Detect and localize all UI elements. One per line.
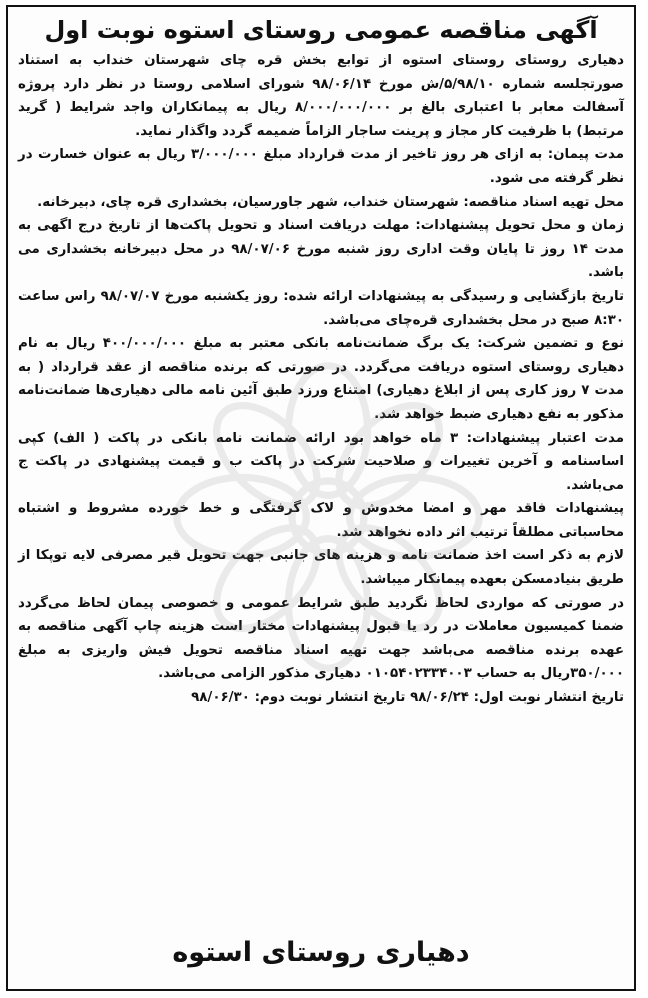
paragraph-text: لازم به ذکر است اخذ ضمانت نامه و هزینه های جانبی جهت تحویل قیر مصرفی لایه توپکا از طریق بنیادمسکن بعهده پیمانکار میباشد. xyxy=(18,548,624,588)
notice-paragraph xyxy=(18,544,624,591)
paragraph-text: ۳ ماه خواهد بود ارائه ضمانت نامه بانکی در پاکت ( الف) کپی اساسنامه و آخرین تغییرات و صلاحیت شرکت در پاکت ب و قیمت پیشنهادی در پاکت ج می‌باشد. xyxy=(18,430,624,493)
notice-paragraph xyxy=(18,191,624,215)
paragraph-text: شهرستان خنداب، شهر جاورسیان، بخشداری قره چای، دبیرخانه. xyxy=(37,194,464,210)
notice-body xyxy=(8,49,634,686)
issuer-signature: دهیاری روستای استوه xyxy=(172,937,470,968)
notice-paragraph xyxy=(18,332,624,426)
paragraph-text: روز یکشنبه مورخ ۹۸/۰۷/۰۷ راس ساعت ۸:۳۰ صبح در محل بخشداری قره‌چای می‌باشد. xyxy=(18,288,624,328)
paragraph-heading: زمان و محل تحویل پیشنهادات: xyxy=(415,218,624,234)
notice-paragraph xyxy=(18,592,624,686)
paragraph-text: به ازای هر روز تاخیر از مدت قرارداد مبلغ ۳/۰۰۰/۰۰۰ ریال به عنوان خسارت در نظر گرفته می شود. xyxy=(18,147,624,186)
paragraph-text: مهلت دریافت اسناد و تحویل پاکت‌ها از تاریخ درج اگهی به مدت ۱۴ روز تا پایان وقت اداری روز شنبه مورخ ۹۸/۰۷/۰۶ در محل دبیرخانه بخشداری می باشد. xyxy=(18,218,624,281)
paragraph-text: دهیاری روستای روستای استوه از توابع بخش قره چای شهرستان خنداب به استناد صورتجلسه شماره ۵/۹۸/۱۰/ش مورخ ۹۸/۰۶/۱۴ شورای اسلامی روستا در نظر دارد پروژه آسفالت معابر با اعتباری بالغ بر ۸/۰۰۰/۰۰۰/۰۰۰ ریال به پیمانکاران واجد شرایط ( گرید مرتبط) با ظرفیت کار مجاز و پرینت ساجار الزاماً ضمیمه گردد واگذار نماید. xyxy=(18,53,624,139)
tender-notice xyxy=(6,5,636,991)
paragraph-heading: مدت پیمان: xyxy=(547,147,625,163)
paragraph-text: یک برگ ضمانت‌نامه بانکی معتبر به مبلغ ۴۰۰/۰۰۰/۰۰۰ ریال به نام دهیاری روستای استوه دریافت می‌گردد. در صورتی که برنده مناقصه از عقد قرارداد ( به مدت ۷ روز کاری پس از ابلاغ دهیاری) امتناع ورزد طبق آئین نامه مالی دهیاری‌ها ضمانت‌نامه مذکور به نفع دهیاری ضبط خواهد شد. xyxy=(18,336,624,422)
notice-paragraph xyxy=(18,143,624,190)
paragraph-text: پیشنهادات فاقد مهر و امضا مخدوش و لاک گرفتگی و خط خورده مشروط و اشتباه محاسباتی مطلقاً ترتیب اثر داده نخواهد شد. xyxy=(18,501,624,540)
publication-dates: تاریخ انتشار نوبت اول: ۹۸/۰۶/۲۴ تاریخ انتشار نوبت دوم: ۹۸/۰۶/۳۰ xyxy=(191,690,624,706)
notice-paragraph xyxy=(18,49,624,143)
notice-paragraph xyxy=(18,427,624,498)
paragraph-heading: نوع و تضمین شرکت: xyxy=(477,336,624,352)
paragraph-text: در صورتی که مواردی لحاظ نگردید طبق شرایط عمومی و خصوصی پیمان لحاظ می‌گردد ضمنا کمیسیون معاملات در رد یا قبول پیشنهادات مختار است هزینه چاپ آگهی مناقصه به عهده برنده مناقصه می‌باشد جهت تهیه اسناد مناقصه تحویل فیش واریزی به مبلغ ۳۵۰/۰۰۰ریال به حساب ۰۱۰۵۴۰۲۳۳۴۰۰۳ دهیاری مذکور الزامی می‌باشد. xyxy=(18,595,624,682)
notice-title: آگهی مناقصه عمومی روستای استوه نوبت اول xyxy=(44,16,598,44)
paragraph-heading: مدت اعتبار پیشنهادات: xyxy=(466,430,624,446)
paragraph-heading: تاریخ بازگشایی و رسیدگی به پیشنهادات ارائه شده: xyxy=(283,288,624,304)
paragraph-heading: محل تهیه اسناد مناقصه: xyxy=(463,194,624,210)
notice-paragraph xyxy=(18,497,624,544)
notice-paragraph xyxy=(18,285,624,332)
notice-paragraph xyxy=(18,214,624,285)
